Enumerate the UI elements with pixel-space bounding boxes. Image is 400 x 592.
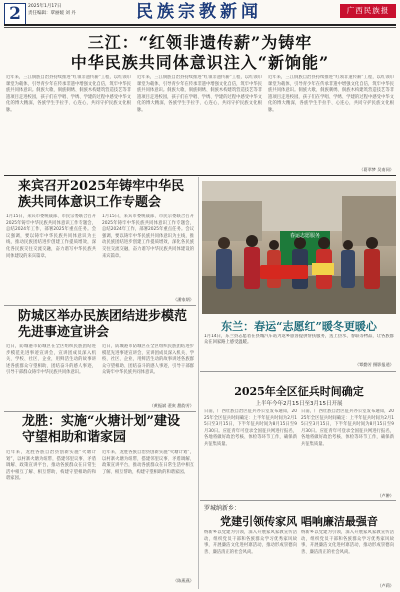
column-divider <box>198 177 199 589</box>
story1-headline: 来宾召开2025年铸牢中华民族共同体意识工作专题会 <box>18 179 185 210</box>
photo-banner-text: 春运志愿服务 <box>289 233 320 239</box>
paper-logo: 广西民族报 <box>340 4 396 18</box>
editor-credit: 责任编辑：覃丽媛 刘 丹 <box>28 11 76 16</box>
story4-divider <box>200 500 396 501</box>
story3-body-col1: 近年来，龙胜各族自治县创新实施“火塘计划”，以村寨火塘为纽带，搭建邻里议事、矛盾调解、政策宣讲平台，推动各族群众在日常生活中相互了解、相互帮助，构建守望相助的和谐家园。 <box>6 450 96 482</box>
story2-headline: 防城区举办民族团结进步模范先进事迹宣讲会 <box>18 309 188 340</box>
story4-body-col1: 日前，广西壮族自治区征兵办公室发布通知，2025年全区征兵时间确定：上半年征兵时间为2月15日至3月15日，下半年征兵时间为8月15日至9月30日。应征青年可登录全国征兵网进行报名，各地将做好政治考核、体检等环节工作，确保新兵征集质量。 <box>204 409 297 447</box>
story1-credit: （潘家炳） <box>173 297 194 302</box>
story5-credit: （卢莉） <box>377 583 394 588</box>
masthead-subrule <box>4 27 396 28</box>
lead-body-col3: 近年来，三江侗族自治县持续推进“红领非遗传薪”工程，以红领巾课堂为载体，引导青少年在传承非遗中增强文化自信，筑牢中华民族共同体意识。侗族大歌、侗族刺绣、侗族木构建筑营造技艺等非遗项目走进校园，孩子们在学唱、学绣、学建的过程中感受中华文化的博大精深，各族学生手拉手、心连心，共同守护民族文化根脉。 <box>268 75 394 113</box>
story5-headline: 党建引领传家风 唱响廉洁最强音 <box>220 515 378 528</box>
story3-body-col2: 近年来，龙胜各族自治县创新实施“火塘计划”，以村寨火塘为纽带，搭建邻里议事、矛盾调解、政策宣讲平台，推动各族群众在日常生活中相互了解、相互帮助，构建守望相助的和谐家园。 <box>102 450 194 475</box>
story4-body-col2: 日前，广西壮族自治区征兵办公室发布通知，2025年全区征兵时间确定：上半年征兵时间为2月15日至3月15日，下半年征兵时间为8月15日至9月30日。应征青年可登录全国征兵网进行报名，各地将做好政治考核、体检等环节工作，确保新兵征集质量。 <box>301 409 394 447</box>
lead-credit: （葛翠梦 吴南同） <box>359 167 394 172</box>
lead-headline-2: 中华民族共同体意识注入“新饷能” <box>70 53 330 72</box>
section-title: 民族宗教新闻 <box>136 2 262 22</box>
story2-body-col1: 近日，防城港市防城区在全区组织民族团结进步模范先进事迹宣讲会，宣讲团成员深入机关、学校、社区、企业，用鲜活生动的故事讲述各族群众守望相助、团结奋斗的感人事迹，引导干部群众铸牢中华民族共同体意识。 <box>6 344 96 376</box>
story5-kicker: 罗城纳新乡： <box>204 505 241 512</box>
story3-credit: （陈燕燕） <box>173 578 194 583</box>
story1-body-col1: 1月15日，来宾市委统战部、市民宗委联合召开2025年铸牢中华民族共同体意识工作专题会，总结2024年工作，部署2025年重点任务。会议强调，要以铸牢中华民族共同体意识为主线，推动民族团结进步创建工作提质增效，深化各民族交往交流交融，奋力谱写中华民族共同体建设的来宾篇章。 <box>6 214 96 259</box>
lead-divider <box>4 175 396 176</box>
story4-headline: 2025年全区征兵时间确定 <box>234 385 364 398</box>
story4-subheadline: 上半年今年2月15日至3月15日开展 <box>255 401 343 407</box>
photo-scene <box>202 181 396 314</box>
story1-body-col2: 1月15日，来宾市委统战部、市民宗委联合召开2025年铸牢中华民族共同体意识工作专题会，总结2024年工作，部署2025年重点任务。会议强调，要以铸牢中华民族共同体意识为主线，推动民族团结进步创建工作提质增效，深化各民族交往交流交融，奋力谱写中华民族共同体建设的来宾篇章。 <box>102 214 194 259</box>
photo-credit: （覃勤芳 摄影报道） <box>354 362 394 367</box>
story2-body-col2: 近日，防城港市防城区在全区组织民族团结进步模范先进事迹宣讲会，宣讲团成员深入机关、学校、社区、企业，用鲜活生动的故事讲述各族群众守望相助、团结奋斗的感人事迹，引导干部群众铸牢中华民族共同体意识。 <box>102 344 194 376</box>
story5-body-col1: 纳新乡以党建为引领，深入开展家风家教宣传活动，组织党员干部和各族群众学习优秀家风故事，开展廉洁文化进村寨活动，推动形成崇德向善、廉洁清正的社会风尚。 <box>204 530 297 555</box>
story2-credit: （黄振斌 裴寅 甜韵芳） <box>149 403 194 408</box>
story1-divider <box>4 305 196 306</box>
photo-caption: 1月14日，东兰县志愿者在县城汽车站为返乡旅客提供帮扶服务，送上热水、春联等物品，让各族群众在回家路上感受温暖。 <box>204 334 394 346</box>
masthead-rule <box>4 24 396 26</box>
lead-body-col1: 近年来，三江侗族自治县持续推进“红领非遗传薪”工程，以红领巾课堂为载体，引导青少年在传承非遗中增强文化自信，筑牢中华民族共同体意识。侗族大歌、侗族刺绣、侗族木构建筑营造技艺等非遗项目走进校园，孩子们在学唱、学绣、学建的过程中感受中华文化的博大精深，各族学生手拉手、心连心，共同守护民族文化根脉。 <box>6 75 131 113</box>
issue-date: 2025年1月17日 <box>28 4 62 9</box>
photo-divider <box>200 371 396 372</box>
page-number: 2 <box>4 3 26 25</box>
story5-body-col2: 纳新乡以党建为引领，深入开展家风家教宣传活动，组织党员干部和各族群众学习优秀家风故事，开展廉洁文化进村寨活动，推动形成崇德向善、廉洁清正的社会风尚。 <box>301 530 394 555</box>
lead-headline-1: 三江：“红领非遗传薪”为铸牢 <box>87 33 313 52</box>
news-photo <box>202 181 396 314</box>
lead-body-col2: 近年来，三江侗族自治县持续推进“红领非遗传薪”工程，以红领巾课堂为载体，引导青少年在传承非遗中增强文化自信，筑牢中华民族共同体意识。侗族大歌、侗族刺绣、侗族木构建筑营造技艺等非遗项目走进校园，孩子们在学唱、学绣、学建的过程中感受中华文化的博大精深，各族学生手拉手、心连心，共同守护民族文化根脉。 <box>137 75 262 113</box>
story3-headline: 龙胜：实施“火塘计划”建设守望相助和谐家园 <box>22 414 180 445</box>
photo-headline: 东兰：春运“志愿红”暖冬更暖心 <box>221 320 377 333</box>
story4-credit: （卢翀） <box>377 493 394 498</box>
story2-divider <box>4 411 196 412</box>
